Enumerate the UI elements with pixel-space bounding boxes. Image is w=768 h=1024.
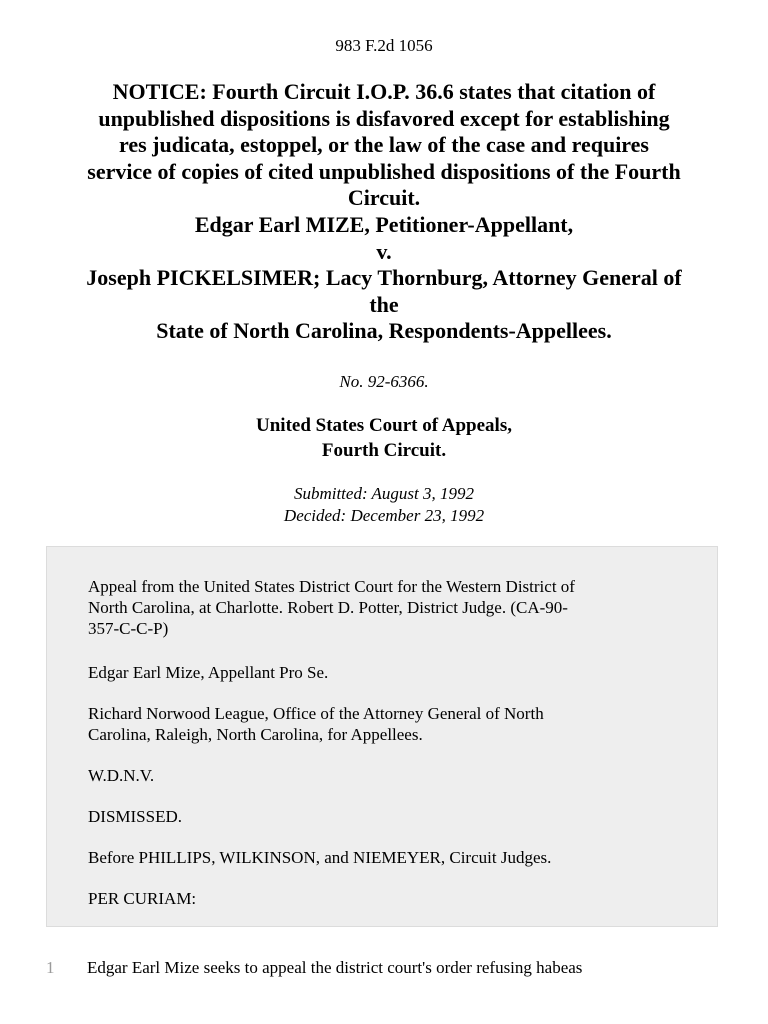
- notice-line: Circuit.: [347, 185, 421, 211]
- disposition: DISMISSED.: [88, 807, 182, 826]
- court-name-line: Fourth Circuit.: [321, 440, 447, 461]
- appellant-counsel: Edgar Earl Mize, Appellant Pro Se.: [88, 663, 329, 682]
- case-info-box: [46, 546, 718, 927]
- notice-line: NOTICE: Fourth Circuit I.O.P. 36.6 states that citation of: [112, 79, 656, 104]
- appellee-counsel-line: Richard Norwood League, Office of the Attorney General of North: [88, 704, 544, 723]
- court-name-line: United States Court of Appeals,: [256, 415, 512, 436]
- appellees-party-line: the: [369, 291, 399, 317]
- case-citation: 983 F.2d 1056: [335, 36, 433, 55]
- versus: v.: [376, 238, 392, 264]
- decided-date: Decided: December 23, 1992: [283, 506, 485, 525]
- case-caption: [30, 79, 738, 345]
- appeal-info: [88, 576, 678, 639]
- appellees-party-line: State of North Carolina, Respondents-Appellees.: [156, 318, 612, 344]
- case-dates: [0, 483, 768, 527]
- appeal-info-line: 357-C-C-P): [88, 619, 169, 638]
- appellee-counsel: [88, 703, 678, 745]
- appeal-info-line: Appeal from the United States District Court for the Western District of: [88, 577, 575, 596]
- appellant-party: Edgar Earl MIZE, Petitioner-Appellant,: [194, 211, 574, 237]
- paragraph-number: 1: [46, 958, 55, 977]
- appeal-info-line: North Carolina, at Charlotte. Robert D. Potter, District Judge. (CA-90-: [88, 598, 568, 617]
- docket-number: No. 92-6366.: [339, 372, 429, 391]
- panel: Before PHILLIPS, WILKINSON, and NIEMEYER, Circuit Judges.: [88, 848, 552, 867]
- court-name: [0, 413, 768, 463]
- notice-line: unpublished dispositions is disfavored except for establishing: [98, 105, 670, 131]
- appellees-party-line: Joseph PICKELSIMER; Lacy Thornburg, Attorney General of: [86, 265, 682, 291]
- notice-line: res judicata, estoppel, or the law of the case and requires: [118, 132, 649, 158]
- per-curiam: PER CURIAM:: [88, 889, 197, 908]
- notice-line: service of copies of cited unpublished dispositions of the Fourth: [87, 158, 681, 184]
- disposition-code: W.D.N.V.: [88, 766, 155, 785]
- submitted-date: Submitted: August 3, 1992: [293, 484, 475, 503]
- paragraph-text: Edgar Earl Mize seeks to appeal the district court's order refusing habeas: [87, 958, 583, 977]
- appellee-counsel-line: Carolina, Raleigh, North Carolina, for Appellees.: [88, 725, 423, 744]
